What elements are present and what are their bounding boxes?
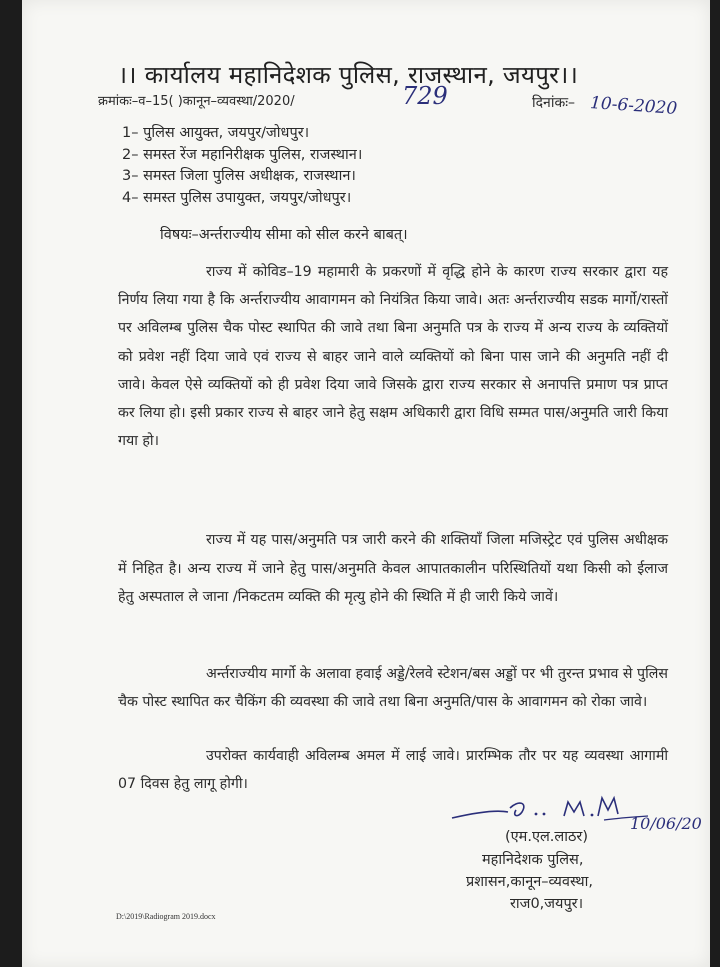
addressee-4: 4– समस्त पुलिस उपायुक्त, जयपुर/जोधपुर। [122,190,352,206]
addressee-3: 3– समस्त जिला पुलिस अधीक्षक, राजस्थान। [122,168,356,184]
reference-number: क्रमांकः–व–15( )कानून–व्यवस्था/2020/ [98,94,295,109]
signatory-designation-1: महानिदेशक पुलिस, [482,852,584,868]
signature-date: 10/06/20 [630,814,702,833]
signatory-designation-3: राज0,जयपुर। [510,896,584,912]
signatory-name: (एम.एल.लाठर) [505,829,589,845]
addressee-2: 2– समस्त रेंज महानिरीक्षक पुलिस, राजस्थान। [122,147,363,163]
date-label: दिनांकः– [532,95,576,111]
file-path-footer: D:\2019\Radiogram 2019.docx [116,912,216,921]
paragraph-4: उपरोक्त कार्यवाही अविलम्ब अमल में लाई जावे। प्रारम्भिक तौर पर यह व्यवस्था आगामी 07 दिवस हेतु लागू होगी। [118,748,668,792]
signatory-designation-2: प्रशासन,कानून–व्यवस्था, [466,874,593,890]
office-title: ।। कार्यालय महानिदेशक पुलिस, राजस्थान, जयपुर।। [118,61,579,89]
handwritten-date: 10-6-2020 [589,92,678,120]
handwritten-reference-number: 729 [402,82,448,110]
subject-line: विषयः–अर्न्तराज्यीय सीमा को सील करने बाबत्। [160,227,408,243]
paragraph-2: राज्य में यह पास/अनुमति पत्र जारी करने की शक्तियाँ जिला मजिस्ट्रेट एवं पुलिस अधीक्षक में निहित है। अन्य राज्य में जाने हेतु पास/अनुमति केवल आपातकालीन परिस्थितियों यथा किसी को ईलाज हेतु अस्पताल ले जाना /निकटतम व्यक्ति की मृत्यु होने की स्थिति में ही जारी किये जावें। [118,532,668,605]
paragraph-3: अर्न्तराज्यीय मार्गो के अलावा हवाई अड्डे/रेलवे स्टेशन/बस अड्डों पर भी तुरन्त प्रभाव से पुलिस चैक पोस्ट स्थापित कर चैकिंग की व्यवस्था की जावे तथा बिना अनुमति/पास के आवागमन को रोका जावे। [118,666,668,710]
paragraph-1: राज्य में कोविड–19 महामारी के प्रकरणों में वृद्धि होने के कारण राज्य सरकार द्वारा यह निर्णय लिया गया है कि अर्न्तराज्यीय आवागमन को नियंत्रित किया जावे। अतः अर्न्तराज्यीय सडक मार्गो/रास्तों पर अविलम्ब पुलिस चैक पोस्ट स्थापित की जावे तथा बिना अनुमति पत्र के राज्य में अन्य राज्य के व्यक्तियों को प्रवेश नहीं दिया जावे एवं राज्य से बाहर जाने वाले व्यक्तियों को बिना पास जाने की अनुमति नहीं दी जावे। केवल ऐसे व्यक्तियों को ही प्रवेश दिया जावे जिसके द्वारा राज्य सरकार से अनापत्ति प्रमाण पत्र प्राप्त कर लिया हो। इसी प्रकार राज्य से बाहर जाने हेतु सक्षम अधिकारी द्वारा विधि सम्मत पास/अनुमति जारी किया गया हो। [118,264,668,450]
addressee-1: 1– पुलिस आयुक्त, जयपुर/जोधपुर। [122,125,310,141]
